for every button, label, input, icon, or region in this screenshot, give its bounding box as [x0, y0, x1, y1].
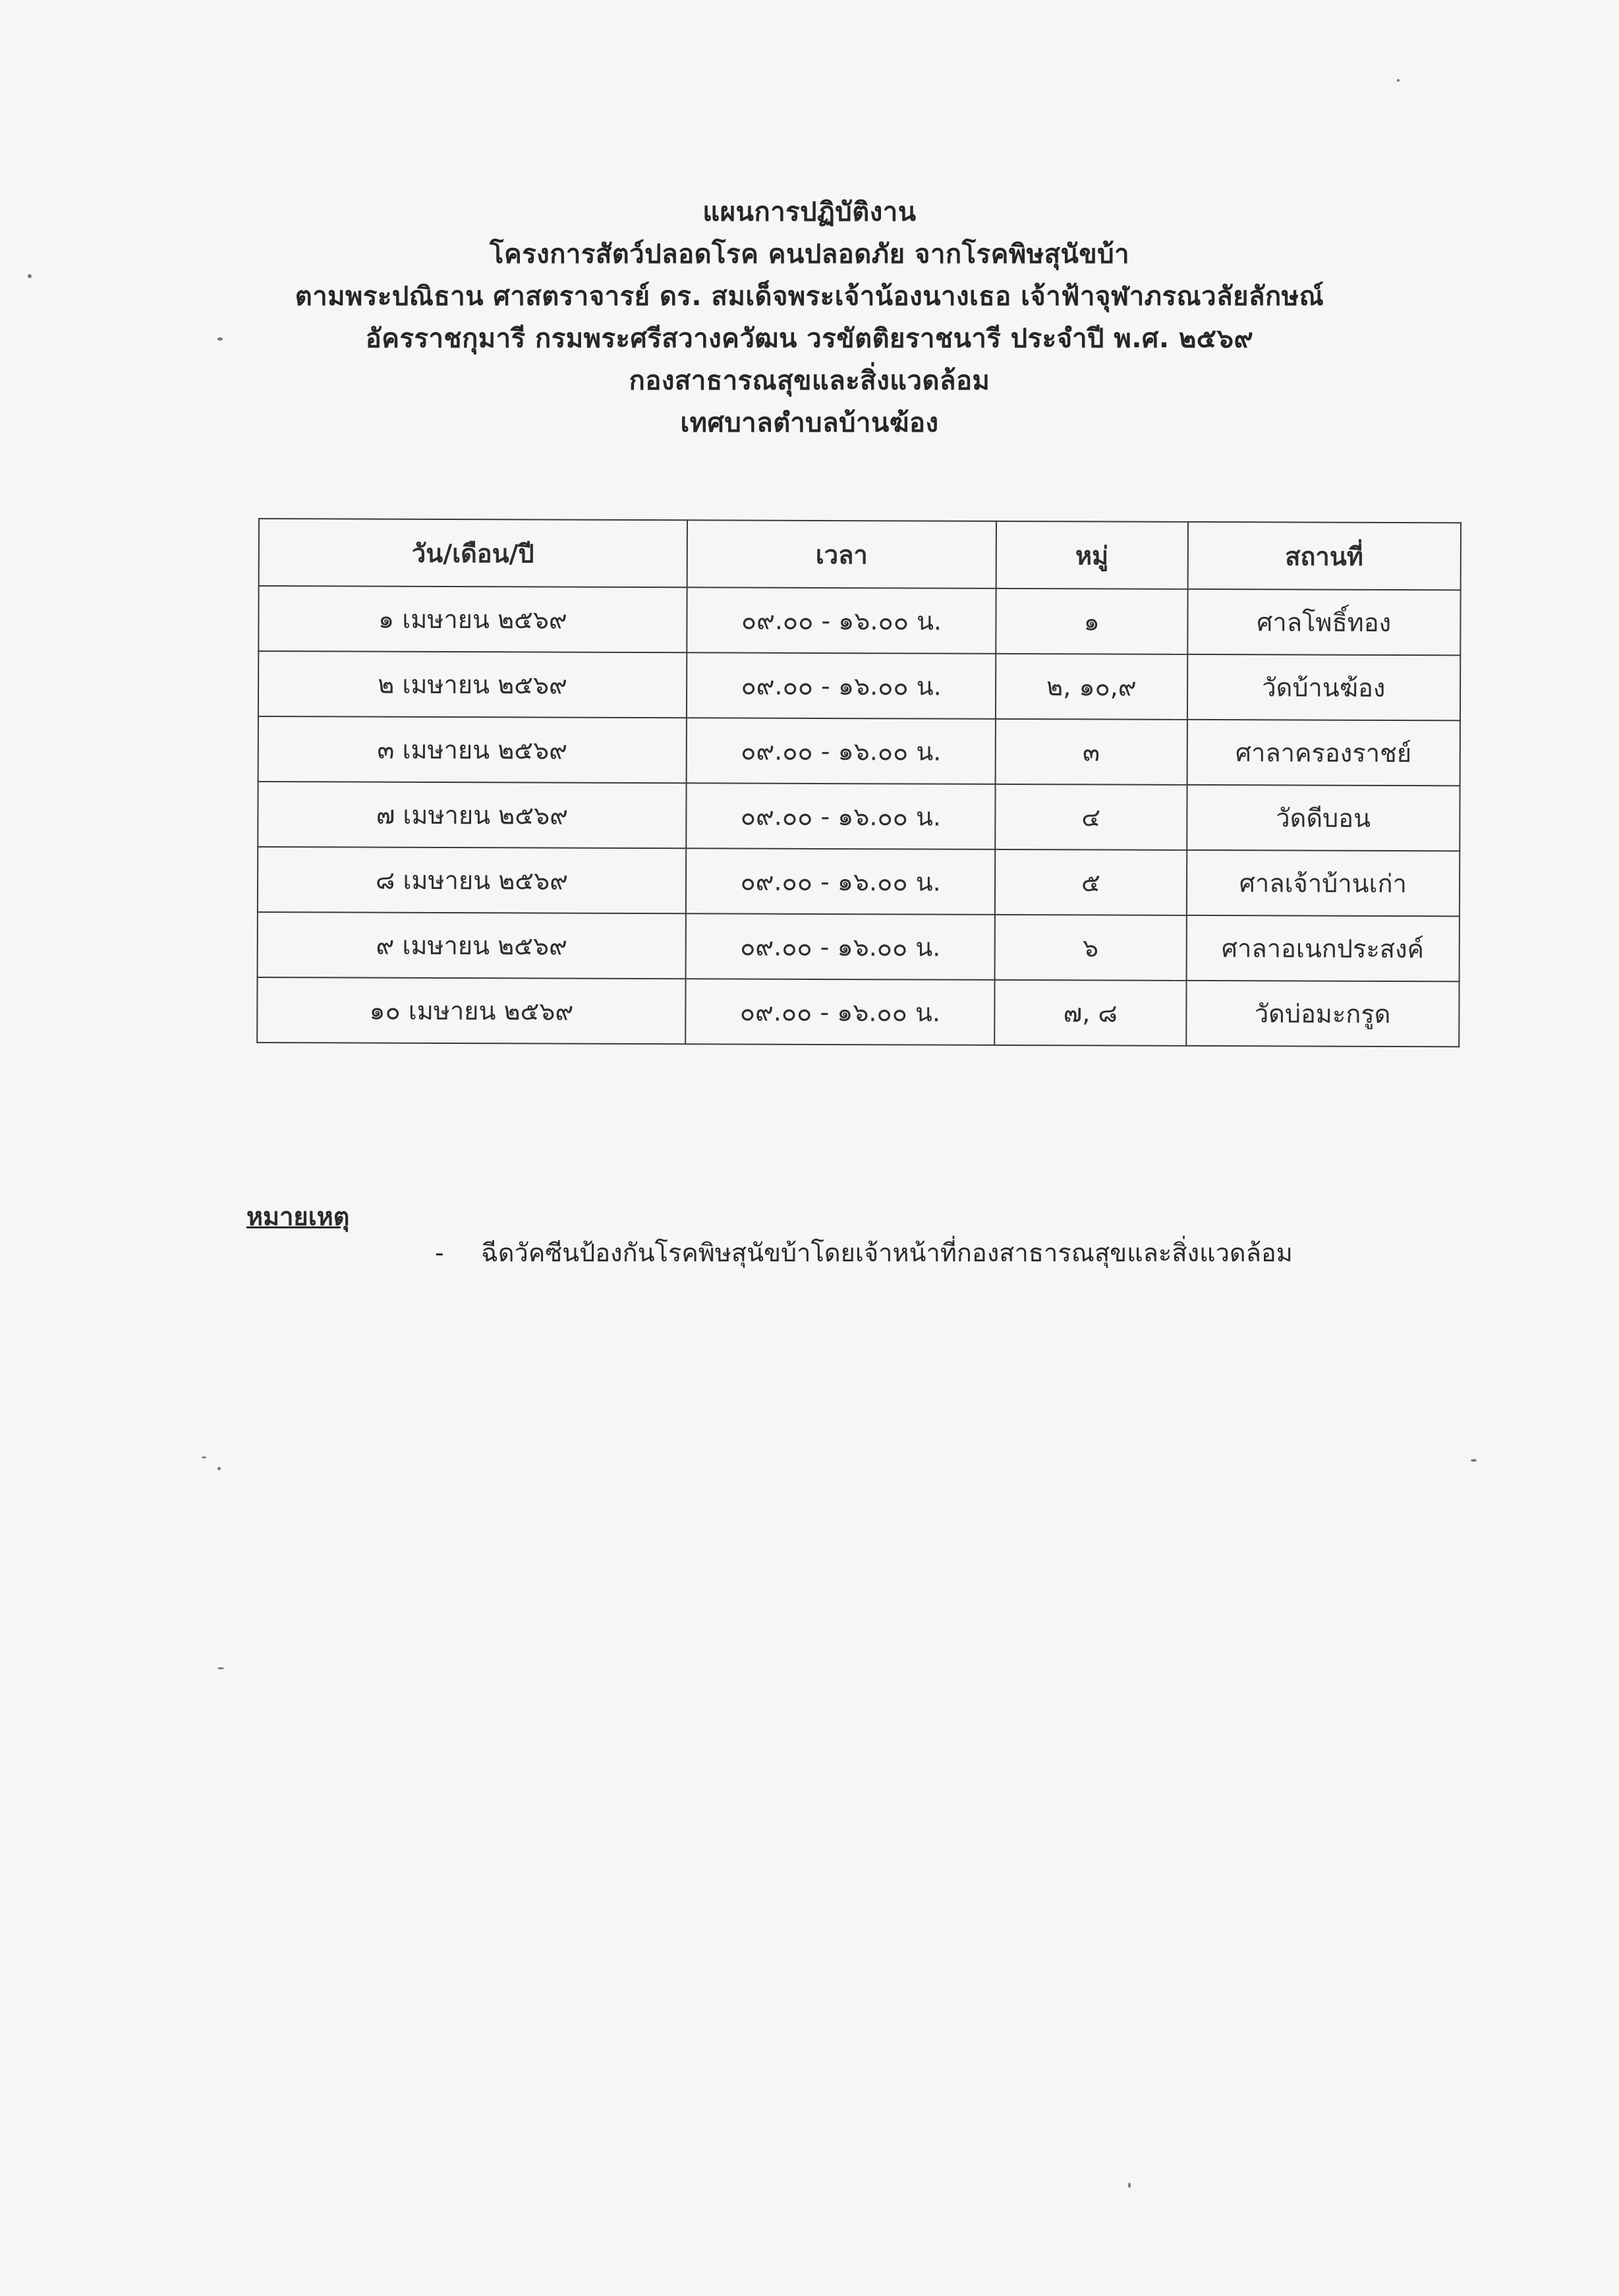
heading-line-6: เทศบาลตำบลบ้านฆ้อง: [680, 408, 939, 438]
table-row: [258, 782, 1460, 851]
cell-date: ๑ เมษายน ๒๕๖๙: [258, 586, 687, 652]
cell-time: ๐๙.๐๐ - ๑๖.๐๐ น.: [687, 587, 996, 654]
cell-place: ศาลาครองราชย์: [1187, 720, 1460, 786]
heading-line-1: แผนการปฏิบัติงาน: [702, 197, 917, 227]
heading-line-3: ตามพระปณิธาน ศาสตราจารย์ ดร. สมเด็จพระเจ้าน้องนางเธอ เจ้าฟ้าจุฬาภรณวลัยลักษณ์: [295, 281, 1324, 312]
cell-time: ๐๙.๐๐ - ๑๖.๐๐ น.: [686, 783, 996, 849]
note-item: [435, 1232, 1293, 1273]
cell-moo: ๒, ๑๐,๙: [996, 654, 1187, 720]
cell-time: ๐๙.๐๐ - ๑๖.๐๐ น.: [687, 718, 996, 784]
cell-place: วัดบ้านฆ้อง: [1187, 654, 1460, 720]
cell-time: ๐๙.๐๐ - ๑๖.๐๐ น.: [686, 848, 996, 915]
scan-speck: [202, 1456, 206, 1458]
document-heading: [0, 191, 1619, 444]
schedule-table: [256, 518, 1462, 1047]
note-title: หมายเหตุ: [246, 1202, 350, 1231]
table-header-row: [259, 519, 1461, 590]
cell-place: วัดบ่อมะกรูด: [1186, 981, 1460, 1047]
scan-speck: [217, 1667, 224, 1669]
cell-time: ๐๙.๐๐ - ๑๖.๐๐ น.: [687, 652, 996, 719]
cell-moo: ๗, ๘: [994, 980, 1186, 1046]
cell-place: วัดดีบอน: [1187, 785, 1460, 851]
scan-speck: [217, 337, 223, 341]
heading-line-2: โครงการสัตว์ปลอดโรค คนปลอดภัย จากโรคพิษสุนัขบ้า: [489, 239, 1130, 270]
cell-place: ศาลาอเนกประสงค์: [1186, 915, 1460, 981]
scan-speck: [1471, 1459, 1477, 1462]
note-text: ฉีดวัคซีนป้องกันโรคพิษสุนัขบ้าโดยเจ้าหน้าที่กองสาธารณสุขและสิ่งแวดล้อม: [481, 1238, 1293, 1267]
cell-place: ศาลโพธิ์ทอง: [1187, 589, 1461, 655]
cell-place: ศาลเจ้าบ้านเก่า: [1186, 850, 1460, 916]
table-row: [258, 912, 1460, 981]
table-row: [258, 586, 1460, 655]
cell-date: ๗ เมษายน ๒๕๖๙: [258, 782, 686, 848]
table-row: [258, 651, 1460, 720]
cell-moo: ๕: [995, 849, 1187, 915]
cell-date: ๑๐ เมษายน ๒๕๖๙: [257, 977, 685, 1044]
cell-moo: ๑: [996, 588, 1187, 654]
scan-speck: [1397, 79, 1400, 82]
cell-moo: ๖: [995, 915, 1187, 981]
heading-line-4: อัครราชกุมารี กรมพระศรีสวางควัฒน วรขัตติยราชนารี ประจำปี พ.ศ. ๒๕๖๙: [365, 324, 1254, 354]
header-date: วัน/เดือน/ปี: [259, 519, 687, 587]
table-row: [258, 847, 1460, 916]
table-row: [257, 977, 1459, 1047]
cell-date: ๘ เมษายน ๒๕๖๙: [258, 847, 686, 913]
header-time: เวลา: [687, 520, 997, 588]
header-moo: หมู่: [996, 521, 1188, 589]
cell-time: ๐๙.๐๐ - ๑๖.๐๐ น.: [685, 979, 995, 1045]
scan-speck: [217, 1467, 221, 1470]
cell-moo: ๔: [995, 784, 1187, 850]
cell-moo: ๓: [996, 719, 1187, 785]
heading-line-5: กองสาธารณสุขและสิ่งแวดล้อม: [629, 366, 990, 396]
scan-speck: [1128, 2183, 1131, 2188]
table-row: [258, 716, 1460, 786]
note-bullet: -: [435, 1238, 444, 1267]
header-place: สถานที่: [1187, 522, 1461, 590]
cell-date: ๙ เมษายน ๒๕๖๙: [258, 912, 686, 979]
scan-speck: [28, 274, 32, 278]
cell-time: ๐๙.๐๐ - ๑๖.๐๐ น.: [686, 913, 996, 980]
cell-date: ๓ เมษายน ๒๕๖๙: [258, 716, 687, 783]
cell-date: ๒ เมษายน ๒๕๖๙: [258, 651, 687, 718]
